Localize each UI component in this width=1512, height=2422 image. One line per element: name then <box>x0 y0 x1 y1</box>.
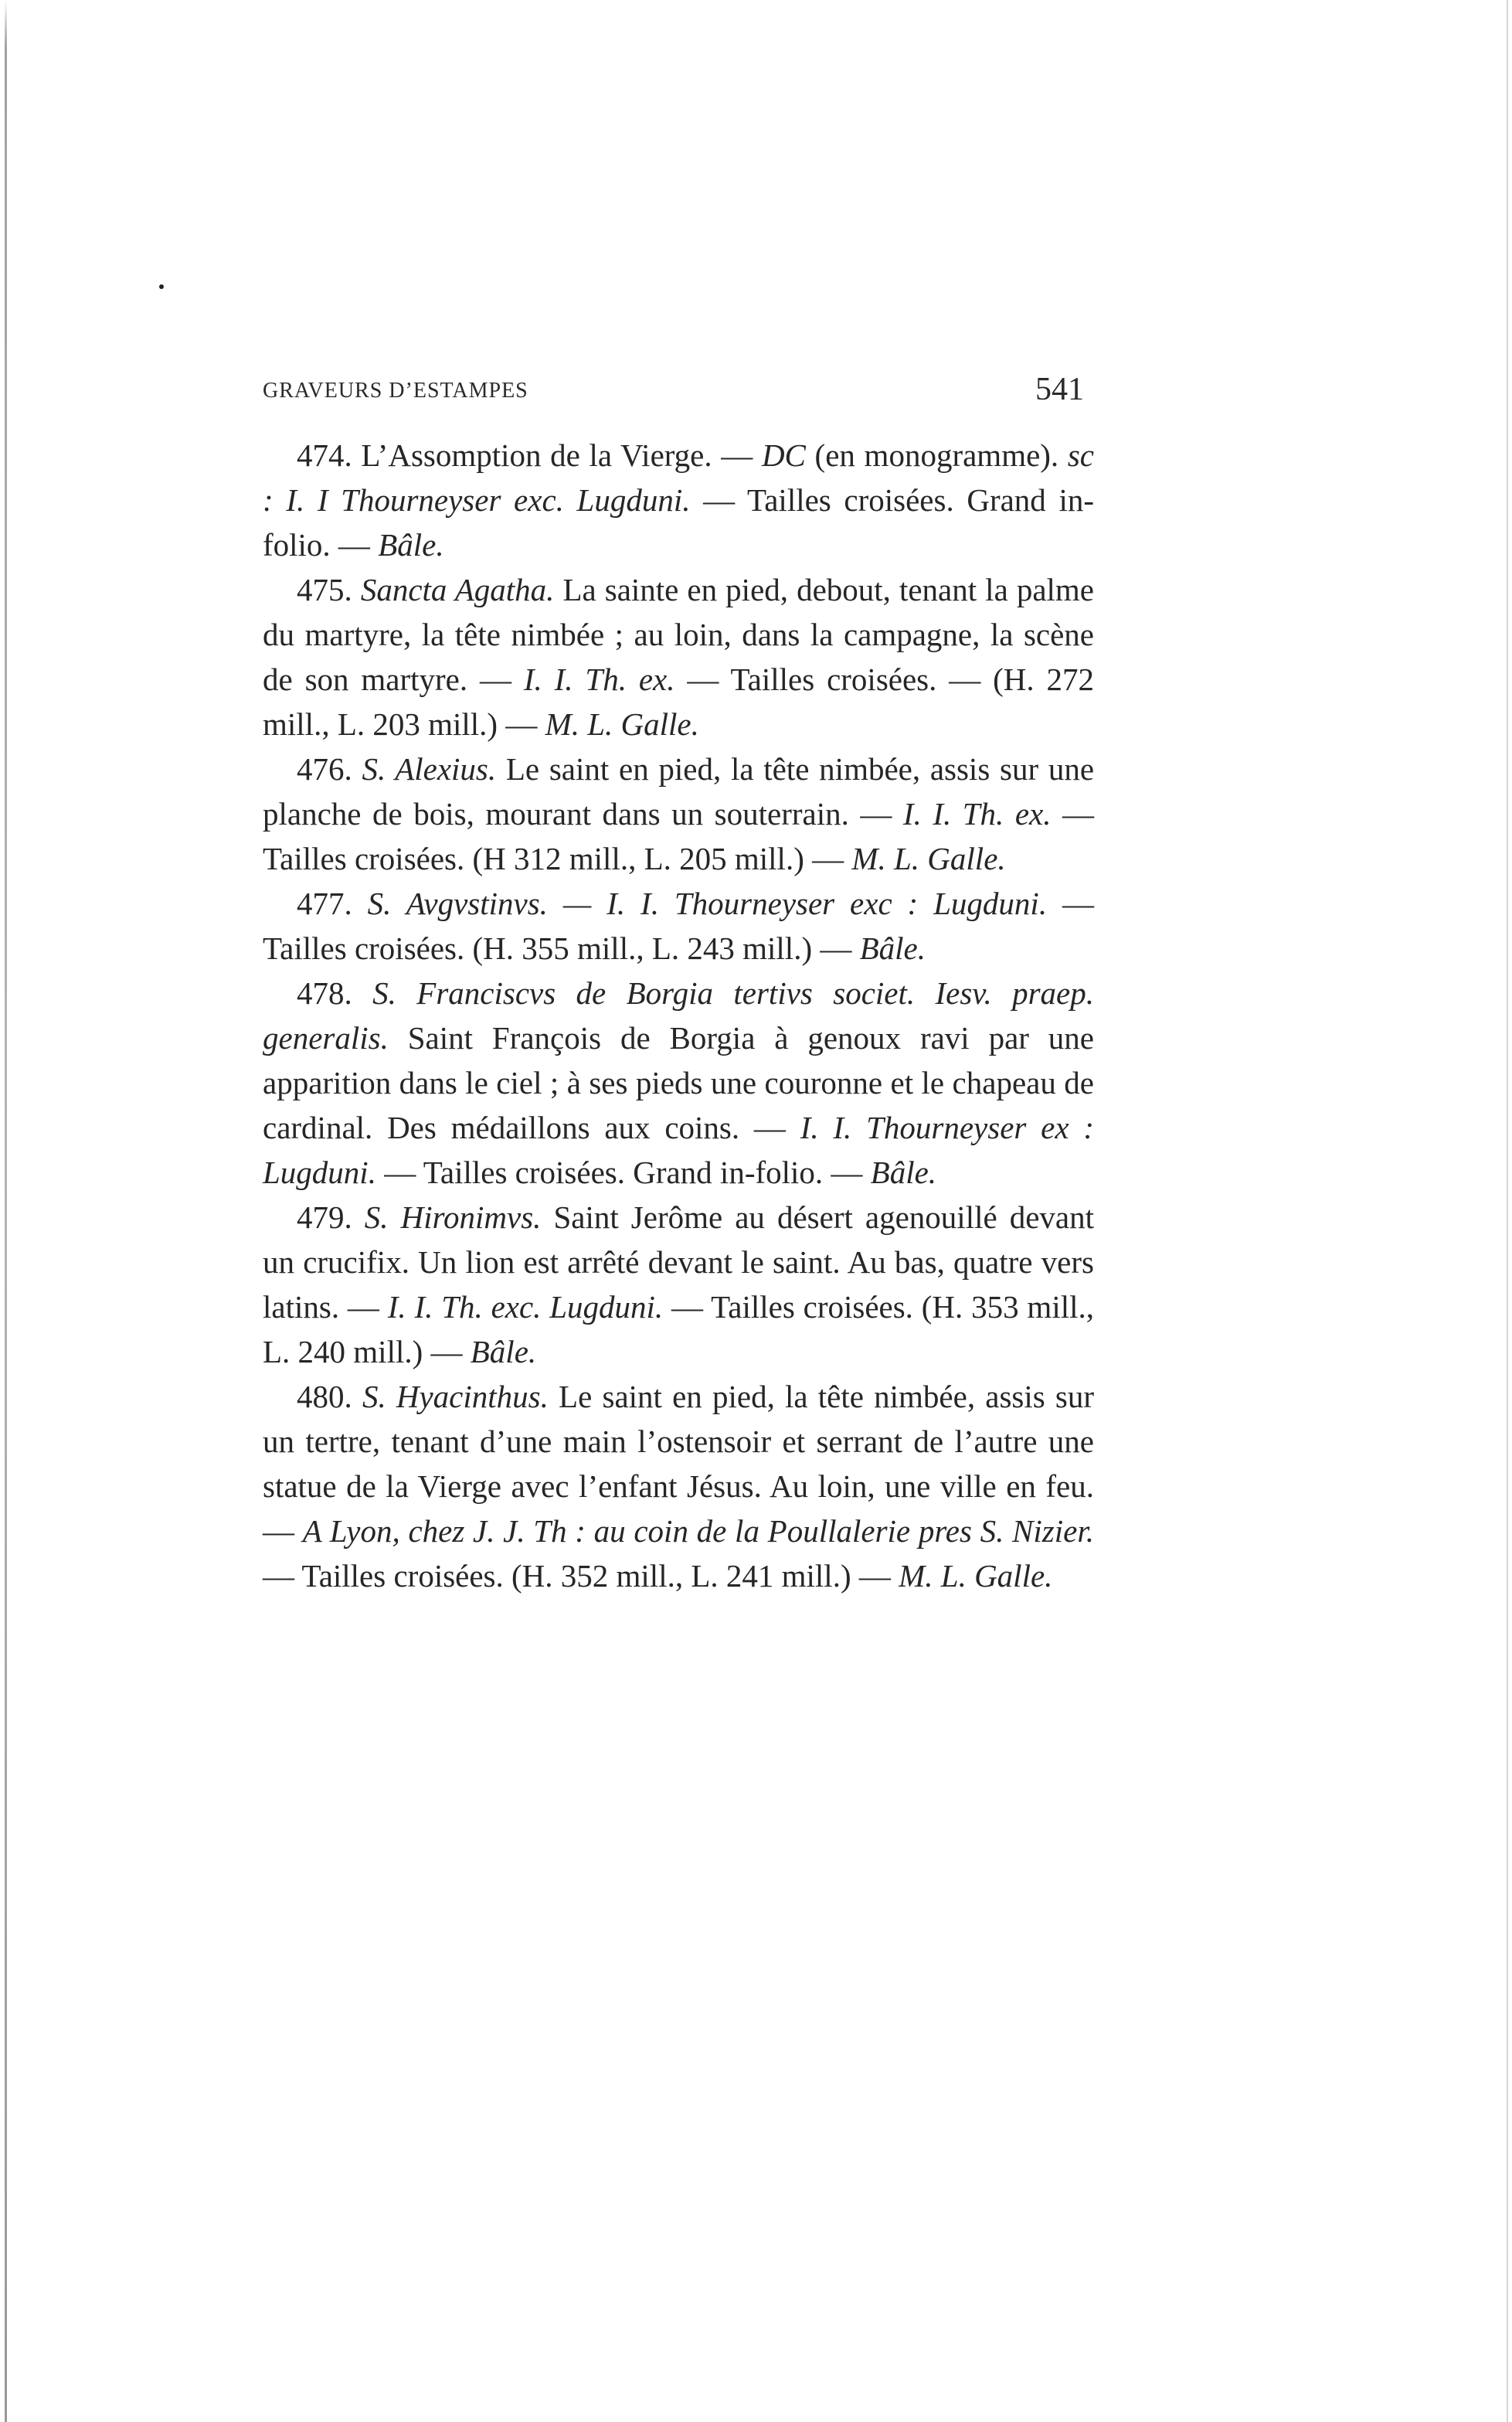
catalogue-entries <box>263 433 1094 1598</box>
running-title: GRAVEURS D’ESTAMPES <box>263 379 528 403</box>
catalogue-entry <box>263 747 1094 881</box>
entry-text: — Tailles croisées. Grand in-folio. — <box>375 1155 871 1190</box>
entry-text: — Tailles croisées. (H. 353 mill., L. 240 mill.) — <box>263 1289 1094 1369</box>
entry-number: 478. <box>297 975 352 1011</box>
entry-number: 475. <box>297 572 352 607</box>
entry-italic-text: I. I. Th. exc. Lugduni. <box>387 1289 664 1325</box>
entry-italic-text: S. Franciscvs de Borgia tertivs societ. Iesv. praep. generalis. <box>263 975 1094 1056</box>
entry-italic-text: S. Hyacinthus. <box>362 1379 549 1414</box>
entry-text <box>352 886 368 921</box>
entry-text <box>352 1199 365 1235</box>
entry-text <box>352 572 361 607</box>
entry-italic-text: sc : I. I Thourneyser exc. Lugduni. <box>263 437 1094 518</box>
entry-text: — Tailles croisées. — (H. 272 mill., L. 203 mill.) — <box>263 662 1094 742</box>
entry-text: — Tailles croisées. (H. 355 mill., L. 243 mill.) — <box>263 886 1094 966</box>
catalogue-entry <box>263 433 1094 567</box>
entry-number: 474. <box>297 437 352 473</box>
entry-text <box>352 975 372 1011</box>
entry-italic-text: S. Alexius. <box>362 751 497 787</box>
entry-text: — Tailles croisées. Grand in-folio. — <box>263 482 1094 563</box>
entry-number: 477. <box>297 886 352 921</box>
entry-italic-text: DC <box>761 437 806 473</box>
entry-number: 479. <box>297 1199 352 1235</box>
entry-italic-text: M. L. Galle. <box>545 706 699 742</box>
page-edge-left <box>5 0 7 2422</box>
entry-text: Le saint en pied, la tête nimbée, assis sur un tertre, tenant d’une main l’ostensoir et serrant de l’autre une statue de la Vierge avec l’enfant Jésus. Au loin, une ville en feu. — <box>263 1379 1094 1549</box>
entry-italic-text: I. I. Th. ex. <box>523 662 675 697</box>
entry-text <box>352 1379 362 1414</box>
entry-text: (en monogramme). <box>805 437 1068 473</box>
entry-text: — Tailles croisées. (H 312 mill., L. 205 mill.) — <box>263 796 1094 876</box>
entry-italic-text: A Lyon, chez J. J. Th : au coin de la Poullalerie pres S. Nizier. <box>302 1513 1094 1549</box>
entry-italic-text: I. I. Thourneyser ex : Lugduni. <box>263 1110 1094 1190</box>
entry-number: 480. <box>297 1379 352 1414</box>
entry-text: La sainte en pied, debout, tenant la palme du martyre, la tête nimbée ; au loin, dans la campagne, la scène de son martyre. — <box>263 572 1095 697</box>
entry-italic-text: Bâle. <box>470 1334 537 1369</box>
page-edge-right <box>1507 0 1508 2422</box>
catalogue-entry <box>263 1195 1094 1374</box>
entry-text: Le saint en pied, la tête nimbée, assis sur une planche de bois, mourant dans un souterrain. — <box>263 751 1095 832</box>
entry-italic-text: I. I. Th. ex. <box>902 796 1052 832</box>
entry-italic-text: Bâle. <box>378 527 444 563</box>
entry-text: — Tailles croisées. (H. 352 mill., L. 241 mill.) — <box>263 1558 899 1594</box>
entry-italic-text: Bâle. <box>870 1155 937 1190</box>
catalogue-entry <box>263 881 1094 971</box>
catalogue-entry <box>263 971 1094 1195</box>
entry-text: Saint François de Borgia à genoux ravi par une apparition dans le ciel ; à ses pieds une couronne et le chapeau de cardinal. Des médaillons aux coins. — <box>263 1020 1094 1145</box>
catalogue-entry <box>263 1374 1094 1598</box>
entry-italic-text: Sancta Agatha. <box>360 572 555 607</box>
page-number: 541 <box>1035 372 1084 407</box>
entry-number: 476. <box>297 751 352 787</box>
entry-text: L’Assomption de la Vierge. — <box>352 437 762 473</box>
catalogue-entry <box>263 567 1094 747</box>
entry-text <box>352 751 362 787</box>
entry-italic-text: M. L. Galle. <box>851 841 1006 876</box>
entry-italic-text: M. L. Galle. <box>899 1558 1053 1594</box>
ink-speck <box>159 284 164 289</box>
entry-italic-text: S. Avgvstinvs. — I. I. Thourneyser exc : Lugduni. <box>367 886 1048 921</box>
entry-italic-text: Bâle. <box>859 930 926 966</box>
entry-text: Saint Jerôme au désert agenouillé devant un crucifix. Un lion est arrêté devant le saint. Au bas, quatre vers latins. — <box>263 1199 1095 1325</box>
entry-italic-text: S. Hironimvs. <box>364 1199 542 1235</box>
